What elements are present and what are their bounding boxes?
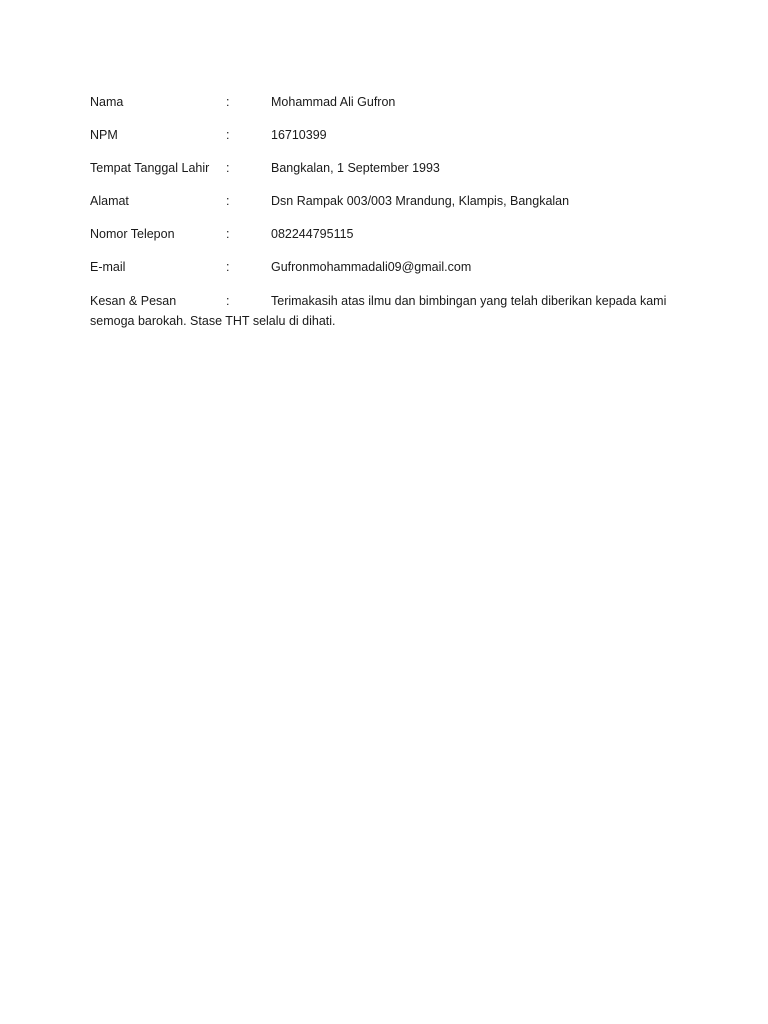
- field-row-birth: [90, 159, 690, 192]
- field-row-phone: [90, 225, 690, 258]
- field-label: Tempat Tanggal Lahir: [90, 161, 210, 175]
- field-row-email: [90, 258, 690, 291]
- field-separator: :: [226, 128, 230, 142]
- field-separator: :: [226, 260, 230, 274]
- field-separator: :: [226, 95, 230, 109]
- field-value: Gufronmohammadali09@gmail.com: [271, 260, 472, 274]
- field-row-npm: [90, 126, 690, 159]
- field-label: E-mail: [90, 260, 126, 274]
- field-row-address: [90, 192, 690, 225]
- field-label: Alamat: [90, 194, 129, 208]
- message-first-line: [90, 291, 690, 311]
- field-label: Kesan & Pesan: [90, 294, 177, 308]
- field-label: Nomor Telepon: [90, 227, 175, 241]
- field-value: 082244795115: [271, 227, 354, 241]
- field-separator: :: [226, 227, 230, 241]
- field-row-message: [90, 291, 690, 331]
- field-separator: :: [226, 161, 230, 175]
- message-text-line2: semoga barokah. Stase THT selalu di dihati.: [90, 314, 336, 328]
- message-text-line1: Terimakasih atas ilmu dan bimbingan yang telah diberikan kepada kami: [271, 294, 667, 308]
- field-separator: :: [226, 294, 230, 308]
- field-row-nama: [90, 93, 690, 126]
- field-value: 16710399: [271, 128, 327, 142]
- biodata-list: [90, 93, 690, 331]
- field-value: Dsn Rampak 003/003 Mrandung, Klampis, Bangkalan: [271, 194, 570, 208]
- field-label: Nama: [90, 95, 124, 109]
- field-separator: :: [226, 194, 230, 208]
- field-label: NPM: [90, 128, 118, 142]
- field-value: Mohammad Ali Gufron: [271, 95, 396, 109]
- field-value: Bangkalan, 1 September 1993: [271, 161, 440, 175]
